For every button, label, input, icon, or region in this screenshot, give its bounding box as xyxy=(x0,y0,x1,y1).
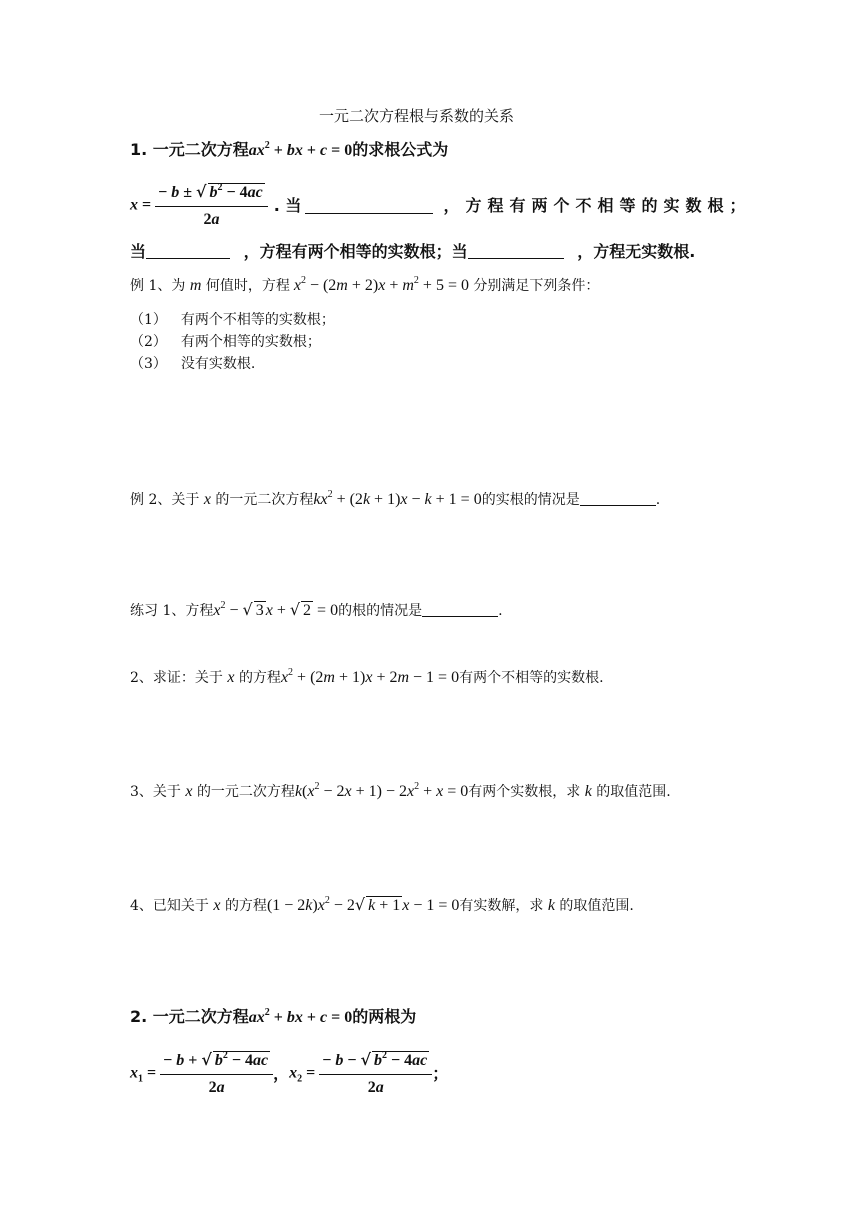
example-1: 例 1、为 m 何值时，方程 $x^2 - (2m + 2)x + m^2 + 5 = 0$ 分别满足下列条件： xyxy=(130,275,600,294)
root-x2: $x_2$ = $\frac{- b - √ b^2 - 4ac}{2a}$ xyxy=(289,1050,432,1098)
example-2: 例 2、关于 x 的一元二次方程$kx^2 + (2k + 1)x - k + 1 = 0$的实根的情况是 . xyxy=(130,489,661,508)
answer-blank[interactable] xyxy=(146,244,230,259)
root-x1: $x_1$ = $\frac{- b + √ b^2 - 4ac}{2a}$ xyxy=(130,1050,273,1098)
section2-heading: 2. 一元二次方程$ax^2$ + bx + c = 0的两根为 xyxy=(130,1007,417,1026)
root-formula: x = $\frac{- b \pm √ b^2 - 4ac}{2a}$ xyxy=(130,182,268,230)
example-1-item: （3） 没有实数根. xyxy=(130,356,256,372)
section1-heading: 1. 一元二次方程$ax^2$ + bx + c = 0的求根公式为 xyxy=(130,140,449,159)
answer-blank[interactable] xyxy=(422,602,498,617)
example-1-item: （2） 有两个相等的实数根； xyxy=(130,334,321,350)
practice-2: 2、求证：关于 x 的方程$x^2 + (2m + 1)x + 2m - 1 = 0$有两个不相等的实数根. xyxy=(130,667,604,686)
practice-3: 3、关于 x 的一元二次方程$k(x^2 - 2x + 1) - 2x^2 + x = 0$有两个实数根，求 k 的取值范围. xyxy=(130,781,671,800)
practice-4: 4、已知关于 x 的方程$(1 - 2k)x^2 - 2√$ k + 1 x − 1 = 0有实数解，求 k 的取值范围. xyxy=(130,895,634,914)
two-roots-formula: $x_1$ = $\frac{- b + √ b^2 - 4ac}{2a}$ ， $x_2$ = $\frac{- b - √ b^2 - 4ac}{2a}$ ； xyxy=(130,1050,449,1096)
example-1-item: （1） 有两个不相等的实数根； xyxy=(130,312,335,328)
answer-blank[interactable] xyxy=(305,199,433,214)
page-title: 一元二次方程根与系数的关系 xyxy=(319,107,515,125)
practice-1: 练习 1、方程$x^2$ − √ 3 x + √ 2 = 0的根的情况是 . xyxy=(130,600,503,619)
quadratic-equation: $ax^2$ + bx + c = 0 xyxy=(248,140,353,159)
answer-blank[interactable] xyxy=(468,244,564,259)
root-formula-line: x = $\frac{- b \pm √ b^2 - 4ac}{2a}$ . 当 ，方程有两个不相等的实数根； xyxy=(130,182,752,228)
answer-blank[interactable] xyxy=(580,491,656,506)
section1-conditions: 当 ，方程有两个相等的实数根；当 ，方程无实数根. xyxy=(130,242,696,261)
